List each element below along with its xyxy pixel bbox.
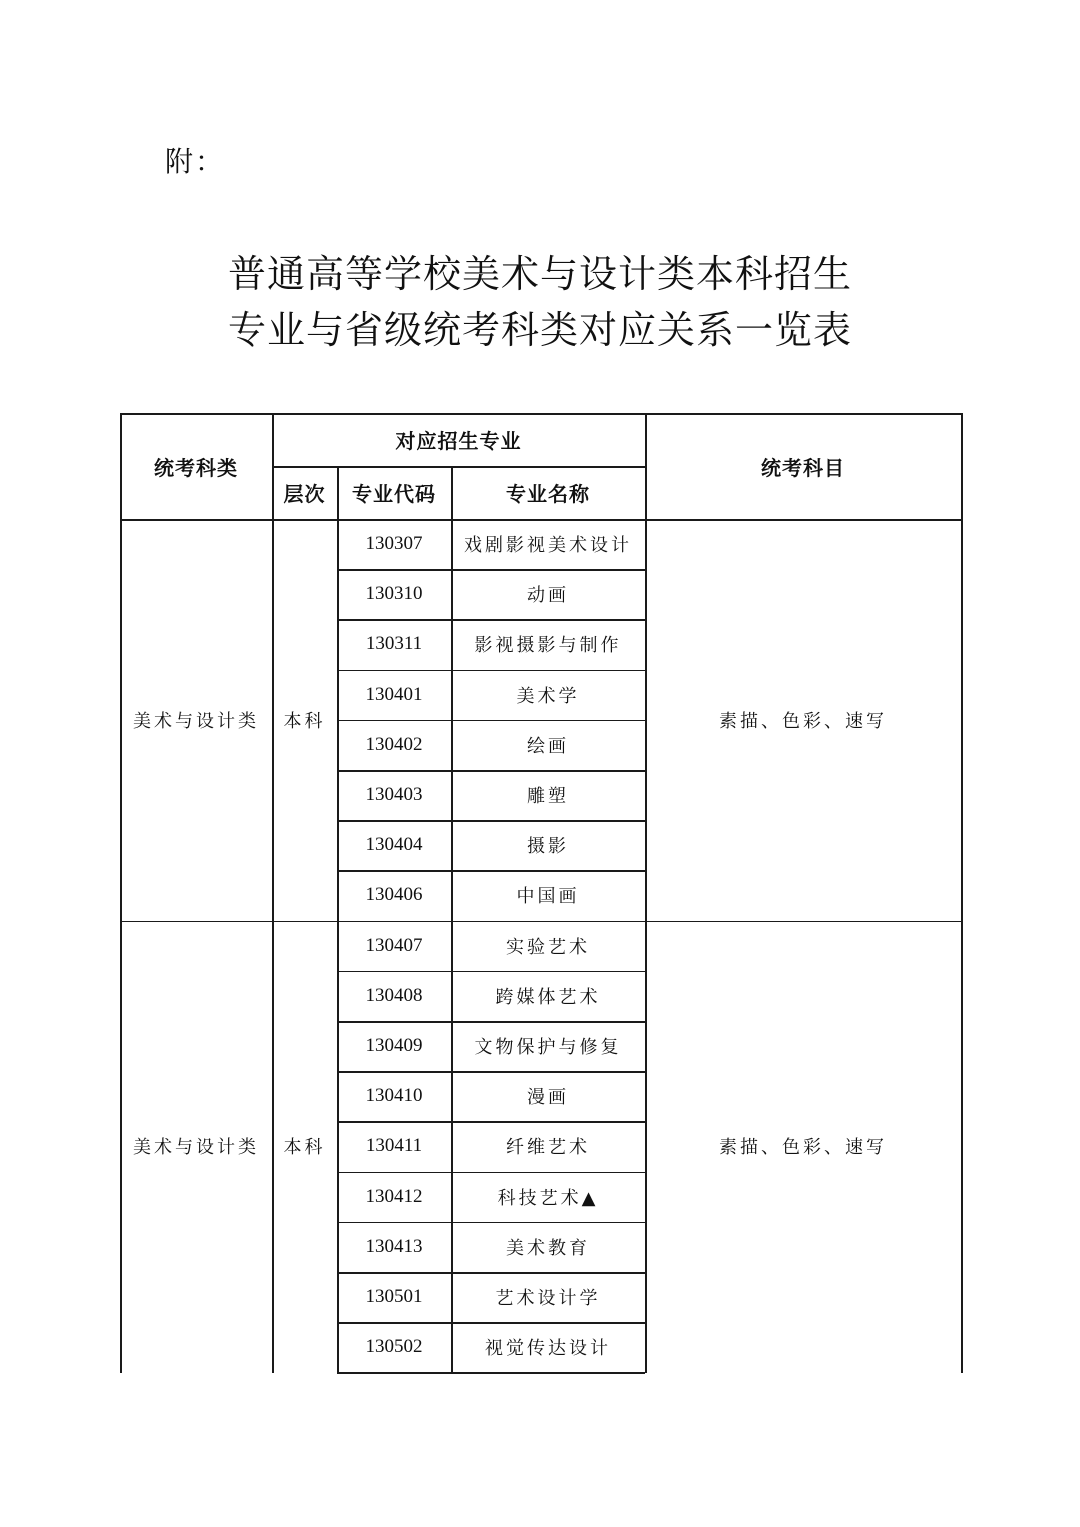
major-name-cell: 绘画	[527, 735, 569, 757]
major-name-cell: 动画	[527, 585, 569, 607]
document-title-line-2: 专业与省级统考科类对应关系一览表	[227, 308, 852, 352]
major-name-cell: 美术教育	[506, 1237, 590, 1259]
major-name-cell: 中国画	[516, 886, 580, 908]
major-code-cell: 130406	[365, 884, 423, 906]
major-name-cell: 美术学	[516, 685, 580, 707]
category-cell: 美术与设计类	[133, 1137, 259, 1159]
major-code-cell: 130409	[365, 1035, 423, 1057]
major-name-cell: 摄影	[527, 836, 569, 858]
major-name-cell: 科技艺术▲	[497, 1187, 599, 1209]
major-name-cell: 跨媒体艺术	[495, 986, 601, 1008]
major-code-cell: 130413	[365, 1235, 423, 1257]
subjects-cell: 素描、色彩、速写	[719, 1137, 887, 1159]
major-code-cell: 130410	[365, 1085, 423, 1107]
category-cell: 美术与设计类	[133, 710, 259, 732]
document-title-line-1: 普通高等学校美术与设计类本科招生	[227, 252, 852, 296]
table-top-border	[120, 413, 961, 415]
major-code-cell: 130411	[365, 1135, 423, 1157]
header-level: 层次	[283, 482, 326, 506]
header-major-group: 对应招生专业	[395, 429, 522, 453]
major-code-cell: 130307	[365, 533, 423, 555]
major-code-cell: 130412	[365, 1185, 423, 1207]
major-name-cell: 文物保护与修复	[474, 1037, 622, 1059]
major-code-cell: 130402	[365, 733, 423, 755]
level-cell: 本科	[283, 1137, 326, 1159]
major-code-cell: 130408	[365, 984, 423, 1006]
major-code-cell: 130401	[365, 683, 423, 705]
major-name-cell: 视觉传达设计	[485, 1338, 611, 1360]
subjects-cell: 素描、色彩、速写	[719, 710, 887, 732]
major-name-cell: 实验艺术	[506, 936, 590, 958]
level-cell: 本科	[283, 710, 326, 732]
header-category: 统考科类	[154, 455, 238, 480]
major-name-cell: 艺术设计学	[495, 1288, 601, 1310]
major-code-cell: 130403	[365, 784, 423, 806]
header-subjects: 统考科目	[761, 455, 845, 480]
correspondence-table	[120, 413, 961, 1373]
attachment-label: 附：	[165, 145, 226, 178]
major-name-cell: 影视摄影与制作	[474, 635, 622, 657]
major-code-cell: 130502	[365, 1336, 423, 1358]
header-code: 专业代码	[352, 482, 436, 506]
major-name-cell: 雕塑	[527, 786, 569, 808]
major-code-cell: 130404	[365, 834, 423, 856]
major-name-cell: 戏剧影视美术设计	[464, 535, 632, 557]
major-code-cell: 130407	[365, 934, 423, 956]
major-code-cell: 130310	[365, 583, 423, 605]
header-name: 专业名称	[506, 482, 590, 506]
major-name-cell: 漫画	[527, 1087, 569, 1109]
major-code-cell: 130311	[365, 633, 423, 655]
row-divider	[337, 1372, 645, 1374]
major-name-cell: 纤维艺术	[506, 1137, 590, 1159]
major-code-cell: 130501	[365, 1286, 423, 1308]
table-right-border	[961, 413, 963, 1373]
header-divider	[272, 466, 645, 468]
